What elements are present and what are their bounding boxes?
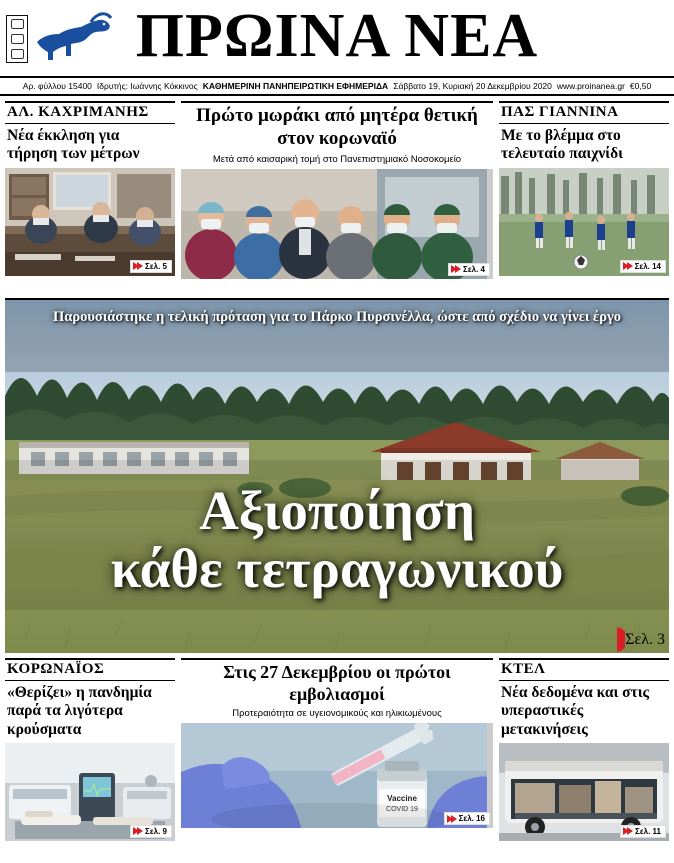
feature-headline [5,482,669,598]
headline-coronavirus: «Θερίζει» η πανδημία παρά τα λιγότερα κρούσματα [7,684,152,738]
headline-vaccination: Στις 27 Δεκεμβρίου οι πρώτοι εμβολιασμοί [223,662,451,704]
hospital-icu-photo [5,743,175,841]
horse-icon [31,12,115,66]
feature-story-section[interactable] [0,294,674,653]
bus-luggage-photo [499,743,669,841]
feature-story [5,298,669,653]
page-title: ΠΡΩΙΝΑ ΝΕΑ [135,2,539,70]
story-vaccination[interactable] [181,658,493,834]
arrow-icon [451,815,457,823]
logo-frame-icon [6,15,28,63]
publication-date: Σάββατο 19, Κυριακή 20 Δεκεμβρίου 2020 [393,81,552,91]
story-pas-giannina[interactable] [499,101,669,294]
park-landscape-photo [5,300,669,653]
page-tag-label: Σελ. 11 [635,826,661,836]
arrow-icon [455,265,461,273]
website-url[interactable]: www.proinanea.gr [556,81,625,91]
page-tag-feature[interactable] [617,631,665,649]
bottom-stories-row [0,653,674,838]
issue-number: Αρ. φύλλου 15400 [22,81,92,91]
svg-text:Vaccine: Vaccine [387,794,417,804]
office-interview-photo [5,168,175,276]
founder-label: Ιδρυτής: Ιωάννης Κόκκινος [96,81,198,91]
masthead [0,0,674,78]
feature-kicker: Παρουσιάστηκε η τελική πρόταση για το Πάρκο Πυρσινέλλα, ώστε από σχέδιο να γίνει έργο [52,309,622,325]
headline-kachrimanis: Νέα έκκληση για τήρηση των μέτρων [7,127,140,163]
page-tag-label: Σελ. 3 [625,631,665,648]
page-tag-ktel[interactable] [620,825,666,838]
page-tag-vaccination[interactable] [444,812,490,825]
page-tag-label: Σελ. 14 [634,261,661,271]
kicker-kachrimanis: ΑΛ. ΚΑΧΡΙΜΑΝΗΣ [5,101,175,124]
price-label: €0,50 [629,81,652,91]
page-tag-pas-giannina[interactable] [620,260,666,273]
headline-pas-giannina: Με το βλέμμα στο τελευταίο παιχνίδι [501,127,623,163]
arrow-icon [627,827,633,835]
story-kachrimanis[interactable] [5,101,175,294]
feature-headline-line2: κάθε τετραγωνικού [110,537,564,599]
headline-ktel: Νέα δεδομένα και στις υπεραστικές μετακινήσεις [501,684,650,738]
vaccine-syringe-photo [181,723,493,828]
arrow-icon [137,262,143,270]
paper-descriptor: ΚΑΘΗΜΕΡΙΝΗ ΠΑΝΗΠΕΙΡΩΤΙΚΗ ΕΦΗΜΕΡΙΔΑ [202,81,389,91]
kicker-pas-giannina: ΠΑΣ ΓΙΑΝΝΙΝΑ [499,101,669,124]
arrow-icon [627,262,633,270]
page-tag-label: Σελ. 4 [463,264,485,274]
page-tag-kachrimanis[interactable] [130,260,172,273]
arrow-icon [137,827,143,835]
page-tag-coronavirus[interactable] [130,825,172,838]
kicker-coronavirus: ΚΟΡΩΝΑΪΟΣ [5,658,175,681]
svg-text:COVID 19: COVID 19 [386,806,418,814]
subhead-first-baby: Μετά από καισαρική τομή στο Πανεπιστημιακό Νοσοκομείο [212,153,462,165]
newspaper-logo [6,8,116,70]
football-training-photo [499,168,669,276]
story-coronavirus[interactable] [5,658,175,834]
top-stories-row [0,96,674,294]
page-tag-label: Σελ. 9 [145,826,167,836]
story-first-baby[interactable] [181,101,493,294]
medical-staff-group-photo [181,169,493,279]
masthead-infobar [0,78,674,96]
kicker-ktel: ΚΤΕΛ [499,658,669,681]
page-tag-label: Σελ. 5 [145,261,167,271]
story-ktel[interactable] [499,658,669,834]
page-tag-first-baby[interactable] [448,263,490,276]
feature-headline-line1: Αξιοποίηση [199,480,475,541]
page-tag-label: Σελ. 16 [458,814,485,824]
subhead-vaccination: Προτεραιότητα σε υγειονομικούς και ηλικιωμένους [232,708,442,720]
headline-first-baby: Πρώτο μωράκι από μητέρα θετική στον κορωναϊό [196,105,478,149]
